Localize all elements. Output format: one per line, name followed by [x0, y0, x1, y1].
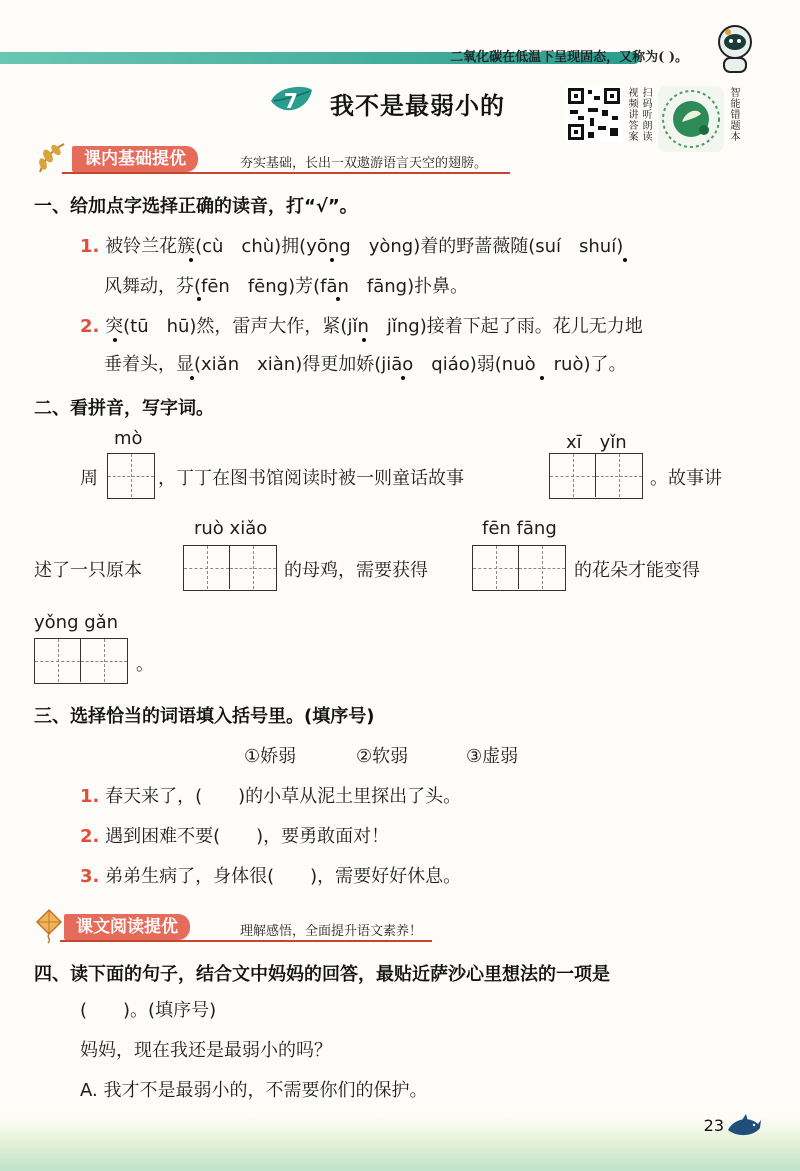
q3-option-3: ③虚弱 — [466, 746, 519, 767]
emphasis-dot — [113, 338, 117, 342]
footer-band — [0, 1118, 800, 1171]
section-banner-basics: 课内基础提优 — [72, 146, 198, 172]
writing-grid-mo[interactable] — [107, 453, 155, 499]
emphasis-dot — [362, 338, 366, 342]
q1-heading: 一、给加点字选择正确的读音，打“√”。 — [34, 196, 358, 217]
pinyin-ruoxiao: ruò xiǎo — [194, 518, 268, 539]
writing-grid-xiyin[interactable] — [549, 453, 643, 499]
q3-option-2: ②软弱 — [356, 746, 409, 767]
section-banner-reading: 课文阅读提优 — [64, 914, 190, 940]
q2-text-line2: 述了一只原本 — [34, 560, 142, 581]
smart-wrongbook-seal-icon[interactable] — [658, 86, 724, 152]
q2-heading: 二、看拼音，写字词。 — [34, 398, 214, 419]
q3-item-3: 3. 弟弟生病了，身体很( )，需要好好休息。 — [80, 866, 462, 887]
dolphin-icon — [726, 1112, 762, 1142]
qr-caption-2: 扫码听朗读 — [642, 88, 653, 143]
q3-item-2: 2. 遇到困难不要( )，要勇敢面对！ — [80, 826, 390, 847]
pinyin-xiyin: xī yǐn — [566, 432, 627, 453]
lesson-number: 7 — [284, 89, 298, 113]
q1-item-1-line2: 风舞动，芬(fēn fēng)芳(fān fāng)扑鼻。 — [104, 276, 469, 297]
banner-underline — [60, 940, 432, 942]
q1-item-2-line1: 2. 突(tū hū)然，雷声大作，紧(jǐn jǐng)接着下起了雨。花儿无力地 — [80, 316, 643, 337]
q2-text-zhou: 周 — [80, 468, 98, 489]
q4-heading-blank: ( )。(填序号) — [80, 1000, 217, 1021]
q1-item-2-line2: 垂着头，显(xiǎn xiàn)得更加娇(jiāo qiáo)弱(nuò ruò)了。 — [104, 354, 627, 375]
q2-text-period: 。 — [136, 654, 154, 675]
kite-icon — [34, 908, 64, 944]
pinyin-mo: mò — [114, 428, 143, 449]
writing-grid-ruoxiao[interactable] — [183, 545, 277, 591]
emphasis-dot — [189, 258, 193, 262]
writing-grid-fenfang[interactable] — [472, 545, 566, 591]
emphasis-dot — [401, 376, 405, 380]
astronaut-mascot-icon — [708, 20, 762, 76]
qr-code-icon[interactable] — [566, 86, 622, 142]
q3-option-1: ①娇弱 — [244, 746, 297, 767]
q4-quote: 妈妈，现在我还是最弱小的吗？ — [80, 1040, 332, 1061]
q2-text-line1: ，丁丁在图书馆阅读时被一则童话故事 — [158, 468, 464, 489]
writing-grid-yonggan[interactable] — [34, 638, 128, 684]
q4-option-a: A. 我才不是最弱小的，不需要你们的保护。 — [80, 1080, 428, 1101]
emphasis-dot — [197, 297, 201, 301]
q2-text-line2-end: 的花朵才能变得 — [574, 560, 700, 581]
q1-item-1-line1: 1. 被铃兰花簇(cù chù)拥(yōng yòng)着的野蔷薇随(suí shuí) — [80, 236, 624, 257]
page-title: 我不是最弱小的 — [330, 92, 505, 120]
q2-text-line2-mid: 的母鸡，需要获得 — [284, 560, 428, 581]
banner-underline — [62, 172, 510, 174]
emphasis-dot — [540, 376, 544, 380]
emphasis-dot — [330, 258, 334, 262]
q4-heading: 四、读下面的句子，结合文中妈妈的回答，最贴近萨沙心里想法的一项是 — [34, 964, 610, 985]
seal-caption: 智能错题本 — [730, 88, 741, 143]
page-number: 23 — [703, 1116, 724, 1135]
section-subtitle-reading: 理解感悟，全面提升语文素养！ — [240, 924, 423, 939]
pinyin-yonggan: yǒng gǎn — [34, 612, 119, 633]
header-tip: 二氧化碳在低温下呈现固态，又称为( )。 — [450, 50, 688, 65]
wheat-icon — [34, 140, 70, 174]
pinyin-fenfang: fēn fāng — [482, 518, 557, 539]
section-subtitle-basics: 夯实基础，长出一双遨游语言天空的翅膀。 — [240, 156, 488, 171]
emphasis-dot — [336, 297, 340, 301]
emphasis-dot — [623, 258, 627, 262]
q2-text-line1-end: 。故事讲 — [650, 468, 722, 489]
q3-item-1: 1. 春天来了，( )的小草从泥土里探出了头。 — [80, 786, 462, 807]
q3-heading: 三、选择恰当的词语填入括号里。(填序号) — [34, 706, 375, 727]
qr-caption-1: 视频讲答案 — [628, 88, 639, 143]
emphasis-dot — [190, 376, 194, 380]
